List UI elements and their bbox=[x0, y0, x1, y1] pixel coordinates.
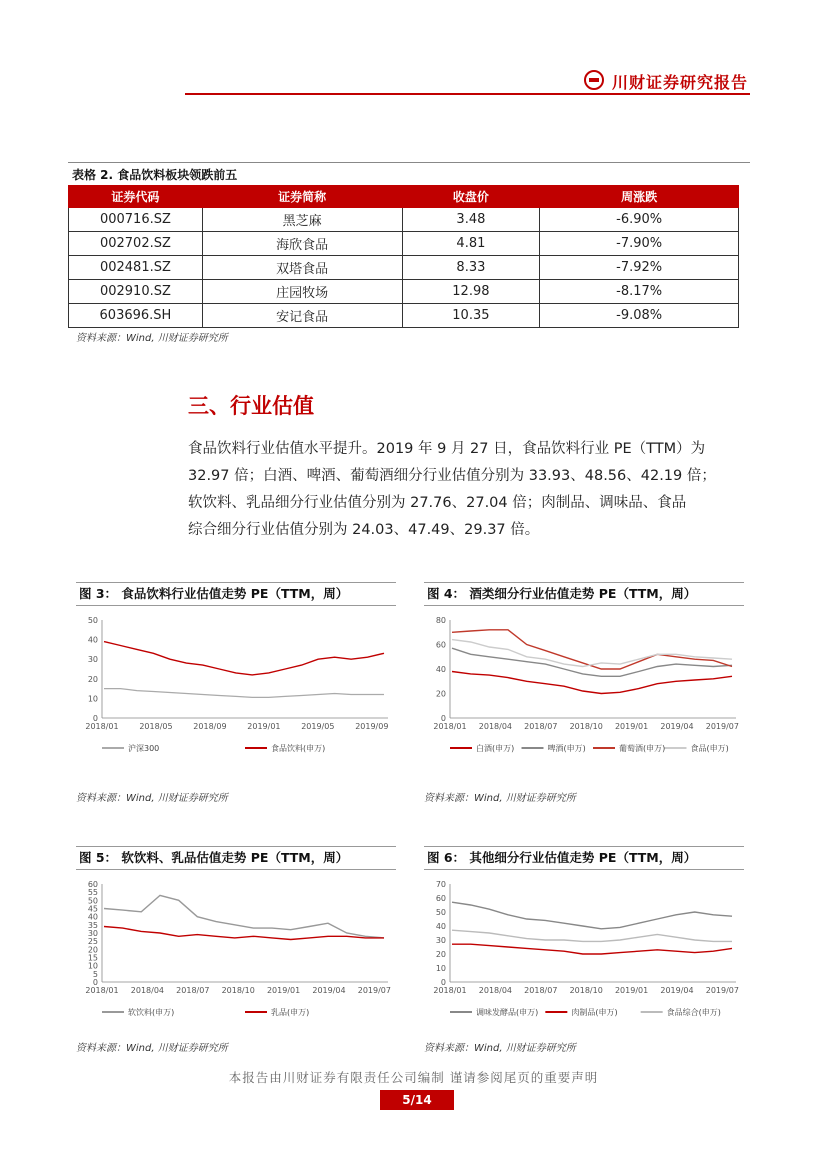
x-tick-label: 2018/10 bbox=[569, 986, 603, 995]
figure-5 bbox=[76, 846, 398, 1056]
col-header: 证券代码 bbox=[69, 186, 203, 208]
x-tick-label: 2018/07 bbox=[176, 986, 210, 995]
x-tick-label: 2018/04 bbox=[478, 986, 513, 995]
series-line bbox=[452, 930, 732, 941]
paragraph-line: 32.97 倍；白酒、啤酒、葡萄酒细分行业估值分别为 33.93、48.56、42.19 倍； bbox=[188, 468, 716, 484]
x-tick-label: 2019/04 bbox=[660, 722, 694, 731]
legend-label: 调味发酵品(申万) bbox=[476, 1008, 539, 1017]
cell-close: 10.35 bbox=[402, 304, 540, 328]
cell-close: 3.48 bbox=[402, 208, 540, 232]
figure-title: 图 4： 酒类细分行业估值走势 PE（TTM，周） bbox=[424, 582, 744, 606]
figure-title: 图 3： 食品饮料行业估值走势 PE（TTM，周） bbox=[76, 582, 396, 606]
table-caption: 表格 2. 食品饮料板块领跌前五 bbox=[72, 168, 238, 182]
x-tick-label: 2018/05 bbox=[139, 722, 173, 731]
cell-code: 603696.SH bbox=[69, 304, 203, 328]
y-tick-label: 45 bbox=[87, 904, 98, 914]
series-line bbox=[452, 902, 732, 929]
series-line bbox=[104, 927, 384, 940]
cell-close: 4.81 bbox=[402, 232, 540, 256]
y-tick-label: 50 bbox=[87, 616, 98, 625]
legend-label: 啤酒(申万) bbox=[547, 744, 586, 753]
x-tick-label: 2019/07 bbox=[357, 986, 391, 995]
y-tick-label: 50 bbox=[435, 908, 446, 917]
y-tick-label: 20 bbox=[435, 689, 446, 699]
y-tick-label: 40 bbox=[435, 922, 446, 931]
y-tick-label: 40 bbox=[435, 665, 446, 674]
cell-name: 双塔食品 bbox=[202, 256, 402, 280]
y-tick-label: 10 bbox=[87, 694, 98, 704]
legend-label: 沪深300 bbox=[128, 744, 160, 753]
y-tick-label: 10 bbox=[87, 961, 98, 971]
figure-title: 图 6： 其他细分行业估值走势 PE（TTM，周） bbox=[424, 846, 744, 870]
cell-code: 002702.SZ bbox=[69, 232, 203, 256]
legend-label: 白酒(申万) bbox=[476, 744, 515, 753]
cell-name: 庄园牧场 bbox=[202, 280, 402, 304]
fig3-chart bbox=[76, 610, 396, 760]
x-tick-label: 2018/01 bbox=[85, 722, 119, 731]
series-line bbox=[452, 648, 732, 676]
figure-source: 资料来源：Wind, 川财证券研究所 bbox=[76, 793, 228, 804]
y-tick-label: 0 bbox=[440, 714, 446, 723]
figure-source: 资料来源：Wind, 川财证券研究所 bbox=[424, 1043, 576, 1054]
x-tick-label: 2019/07 bbox=[705, 986, 739, 995]
y-tick-label: 5 bbox=[92, 969, 98, 979]
fig5-chart bbox=[76, 874, 396, 1024]
fig6-chart bbox=[424, 874, 744, 1024]
y-tick-label: 60 bbox=[435, 640, 446, 650]
legend-label: 乳品(申万) bbox=[271, 1008, 310, 1017]
cell-code: 002910.SZ bbox=[69, 280, 203, 304]
x-tick-label: 2018/07 bbox=[524, 986, 558, 995]
y-tick-label: 40 bbox=[87, 912, 98, 922]
y-tick-label: 40 bbox=[87, 635, 98, 645]
figure-source: 资料来源：Wind, 川财证券研究所 bbox=[76, 1043, 228, 1054]
table-top-rule bbox=[68, 162, 750, 163]
y-tick-label: 60 bbox=[87, 880, 98, 889]
x-tick-label: 2019/04 bbox=[660, 986, 694, 995]
paragraph-line: 食品饮料行业估值水平提升。2019 年 9 月 27 日，食品饮料行业 PE（TTM）为 bbox=[188, 441, 706, 457]
col-header: 周涨跌 bbox=[540, 186, 739, 208]
x-tick-label: 2018/01 bbox=[433, 986, 467, 995]
cell-name: 安记食品 bbox=[202, 304, 402, 328]
table-row bbox=[69, 256, 739, 280]
cell-change: -6.90% bbox=[540, 208, 739, 232]
header-brand: 川财证券研究报告 bbox=[612, 73, 749, 92]
figure-3 bbox=[76, 582, 398, 812]
section-paragraph bbox=[188, 436, 750, 544]
cell-name: 海欣食品 bbox=[202, 232, 402, 256]
x-tick-label: 2018/10 bbox=[569, 722, 603, 731]
cell-change: -7.92% bbox=[540, 256, 739, 280]
stock-table bbox=[68, 185, 739, 328]
table-header-row bbox=[69, 186, 739, 208]
cell-code: 002481.SZ bbox=[69, 256, 203, 280]
figure-6 bbox=[424, 846, 746, 1056]
section-title: 三、行业估值 bbox=[188, 394, 314, 418]
series-line bbox=[104, 689, 384, 698]
y-tick-label: 60 bbox=[435, 894, 446, 903]
cell-close: 12.98 bbox=[402, 280, 540, 304]
cell-change: -9.08% bbox=[540, 304, 739, 328]
x-tick-label: 2018/10 bbox=[221, 986, 255, 995]
x-tick-label: 2019/01 bbox=[614, 722, 649, 731]
x-tick-label: 2019/01 bbox=[266, 986, 301, 995]
y-tick-label: 80 bbox=[435, 616, 446, 625]
y-tick-label: 70 bbox=[435, 880, 446, 889]
cell-change: -7.90% bbox=[540, 232, 739, 256]
series-line bbox=[452, 630, 732, 669]
table-row bbox=[69, 208, 739, 232]
legend-label: 软饮料(申万) bbox=[128, 1008, 175, 1017]
x-tick-label: 2018/04 bbox=[478, 722, 513, 731]
y-tick-label: 30 bbox=[87, 655, 98, 665]
legend-label: 食品饮料(申万) bbox=[271, 744, 326, 753]
legend-label: 食品(申万) bbox=[690, 744, 729, 753]
figure-4 bbox=[424, 582, 746, 812]
y-tick-label: 0 bbox=[440, 978, 446, 987]
legend-label: 葡萄酒(申万) bbox=[619, 744, 666, 753]
table-row bbox=[69, 280, 739, 304]
table-row bbox=[69, 232, 739, 256]
page-number: 5/14 bbox=[380, 1090, 454, 1110]
legend-label: 食品综合(申万) bbox=[666, 1008, 721, 1017]
x-tick-label: 2019/07 bbox=[705, 722, 739, 731]
x-tick-label: 2019/01 bbox=[247, 722, 281, 731]
cell-change: -8.17% bbox=[540, 280, 739, 304]
figure-title: 图 5： 软饮料、乳品估值走势 PE（TTM，周） bbox=[76, 846, 396, 870]
fig4-chart bbox=[424, 610, 744, 760]
cell-code: 000716.SZ bbox=[69, 208, 203, 232]
y-tick-label: 25 bbox=[87, 937, 98, 947]
series-line bbox=[452, 640, 732, 667]
y-tick-label: 20 bbox=[87, 674, 98, 684]
table-row bbox=[69, 304, 739, 328]
y-tick-label: 0 bbox=[92, 714, 98, 723]
paragraph-line: 软饮料、乳品细分行业估值分别为 27.76、27.04 倍；肉制品、调味品、食品 bbox=[188, 495, 687, 511]
y-tick-label: 20 bbox=[435, 950, 446, 959]
y-tick-label: 50 bbox=[87, 896, 98, 906]
y-tick-label: 10 bbox=[435, 964, 446, 973]
y-tick-label: 20 bbox=[87, 945, 98, 955]
col-header: 证券简称 bbox=[202, 186, 402, 208]
figure-source: 资料来源：Wind, 川财证券研究所 bbox=[424, 793, 576, 804]
x-tick-label: 2019/04 bbox=[312, 986, 346, 995]
y-tick-label: 30 bbox=[87, 929, 98, 938]
x-tick-label: 2019/05 bbox=[301, 722, 335, 731]
y-tick-label: 15 bbox=[87, 953, 98, 963]
table-source: 资料来源：Wind, 川财证券研究所 bbox=[76, 333, 228, 344]
x-tick-label: 2018/09 bbox=[193, 722, 227, 731]
legend-label: 肉制品(申万) bbox=[571, 1008, 618, 1017]
x-tick-label: 2018/07 bbox=[524, 722, 558, 731]
y-tick-label: 55 bbox=[87, 888, 98, 898]
cell-close: 8.33 bbox=[402, 256, 540, 280]
col-header: 收盘价 bbox=[402, 186, 540, 208]
x-tick-label: 2018/01 bbox=[433, 722, 467, 731]
series-line bbox=[452, 944, 732, 954]
y-tick-label: 35 bbox=[87, 920, 98, 930]
y-tick-label: 30 bbox=[435, 936, 446, 945]
cell-name: 黑芝麻 bbox=[202, 208, 402, 232]
x-tick-label: 2019/09 bbox=[355, 722, 389, 731]
x-tick-label: 2019/01 bbox=[614, 986, 649, 995]
x-tick-label: 2018/04 bbox=[130, 986, 165, 995]
footer-disclaimer: 本报告由川财证券有限责任公司编制 谨请参阅尾页的重要声明 bbox=[228, 1070, 599, 1085]
series-line bbox=[104, 642, 384, 675]
y-tick-label: 0 bbox=[92, 978, 98, 987]
x-tick-label: 2018/01 bbox=[85, 986, 119, 995]
paragraph-line: 综合细分行业估值分别为 24.03、47.49、29.37 倍。 bbox=[188, 522, 540, 538]
brand-logo-icon bbox=[584, 70, 604, 90]
header-divider bbox=[185, 93, 750, 95]
